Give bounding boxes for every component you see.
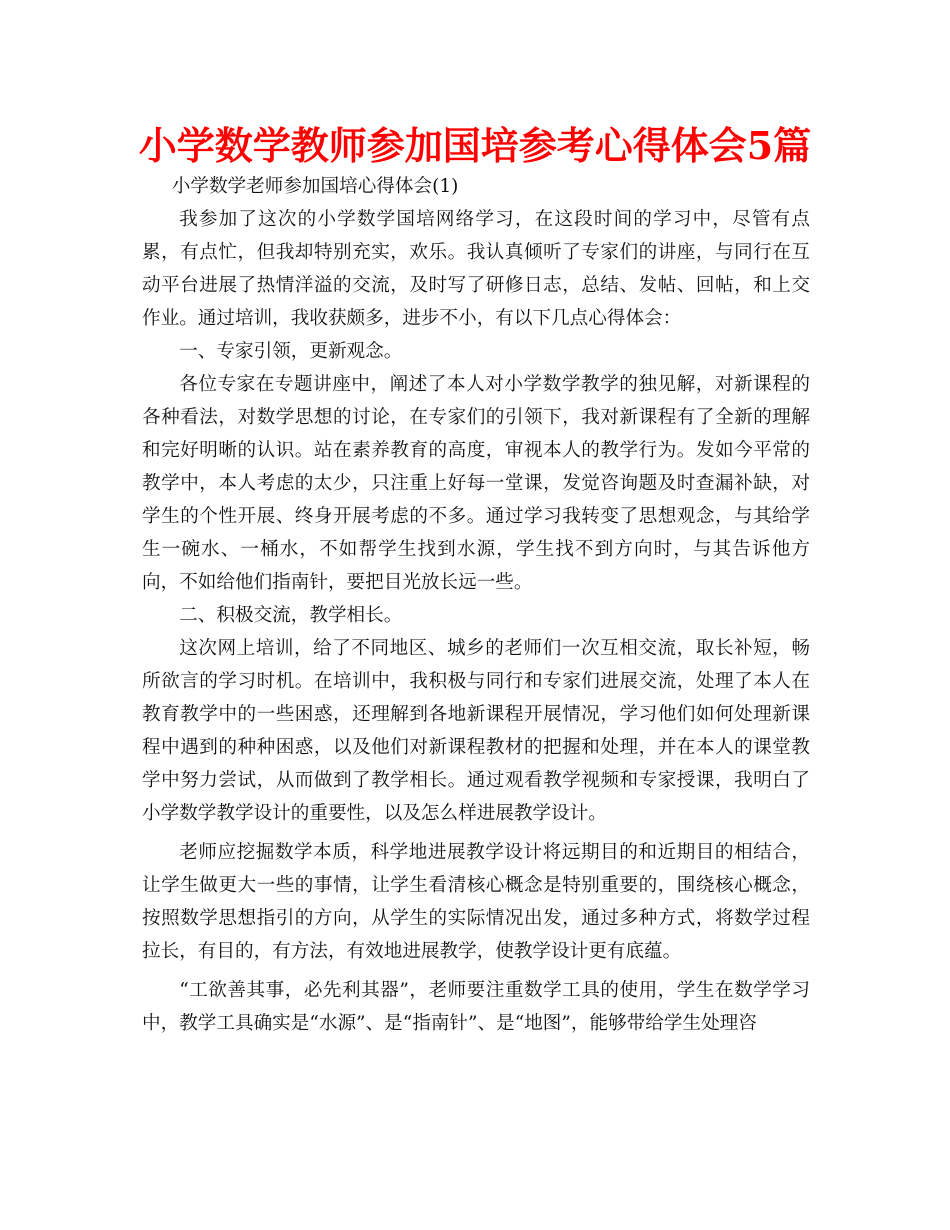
paragraph: “工欲善其事，必先利其器”，老师要注重数学工具的使用，学生在数学学习中，教学工具确实是“水源”、是“指南针”、是“地图”，能够带给学生处理咨 xyxy=(142,980,810,1034)
paragraph: 我参加了这次的小学数学国培网络学习，在这段时间的学习中，尽管有点累，有点忙，但我却特别充实，欢乐。我认真倾听了专家们的讲座，与同行在互动平台进展了热情洋溢的交流，及时写了研修日志，总结、发帖、回帖，和上交作业。通过培训，我收获颇多，进步不小，有以下几点心得体会： xyxy=(142,209,810,329)
paragraph: 老师应挖掘数学本质，科学地进展教学设计将远期目的和近期目的相结合，让学生做更大一些的事情，让学生看清核心概念是特别重要的，围绕核心概念，按照数学思想指引的方向，从学生的实际情况出发，通过多种方式，将数学过程拉长，有目的，有方法，有效地进展教学，使教学设计更有底蕴。 xyxy=(142,842,810,962)
paragraph: 这次网上培训，给了不同地区、城乡的老师们一次互相交流，取长补短，畅所欲言的学习时机。在培训中，我积极与同行和专家们进展交流，处理了本人在教育教学中的一些困惑，还理解到各地新课程开展情况，学习他们如何处理新课程中遇到的种种困惑，以及他们对新课程教材的把握和处理，并在本人的课堂教学中努力尝试，从而做到了教学相长。通过观看教学视频和专家授课，我明白了小学数学教学设计的重要性，以及怎么样进展教学设计。 xyxy=(142,638,810,824)
document-title: 小学数学教师参加国培参考心得体会5篇 xyxy=(138,123,812,168)
section-heading: 二、积极交流，教学相长。 xyxy=(179,605,403,626)
section-heading: 一、专家引领，更新观念。 xyxy=(179,341,403,362)
paragraph: 各位专家在专题讲座中，阐述了本人对小学数学教学的独见解，对新课程的各种看法，对数学思想的讨论，在专家们的引领下，我对新课程有了全新的理解和完好明晰的认识。站在素养教育的高度，审视本人的教学行为。发如今平常的教学中，本人考虑的太少，只注重上好每一堂课，发觉咨询题及时查漏补缺，对学生的个性开展、终身开展考虑的不多。通过学习我转变了思想观念，与其给学生一碗水、一桶水，不如帮学生找到水源，学生找不到方向时，与其告诉他方向，不如给他们指南针，要把目光放长远一些。 xyxy=(142,374,810,593)
document-subtitle: 小学数学老师参加国培心得体会(1) xyxy=(171,176,459,197)
document-body xyxy=(142,170,810,1040)
